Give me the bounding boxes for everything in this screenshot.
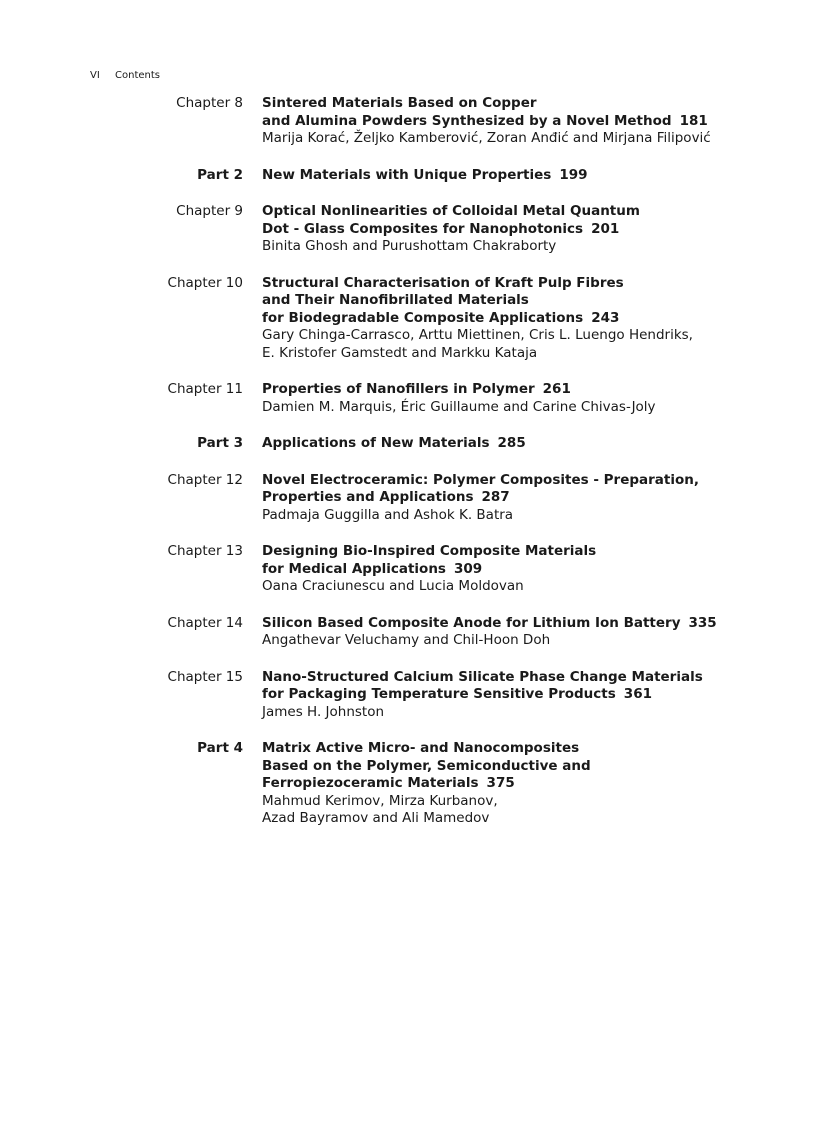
entry-title-line [262,381,712,399]
page-reference: 181 [679,112,708,129]
entry-title-text: New Materials with Unique Properties [262,166,552,183]
entry-authors: Mahmud Kerimov, Mirza Kurbanov, [262,792,498,809]
entry-title-text: Optical Nonlinearities of Colloidal Metal Quantum [262,203,640,219]
entry-title-line [262,113,712,131]
entry-authors: Binita Ghosh and Purushottam Chakraborty [262,238,557,254]
entry-title-text: Sintered Materials Based on Copper [262,95,537,111]
entry-authors: E. Kristofer Gamstedt and Markku Kataja [262,344,538,361]
toc-chapter-entry[interactable] [0,275,816,363]
entry-body [262,614,717,650]
entry-body [262,203,712,256]
entry-title-line [262,292,712,310]
entry-title-line [262,310,712,328]
entry-title-line [262,686,712,704]
entry-title-line [262,221,712,239]
entry-body [262,167,712,185]
page-reference: 243 [591,309,620,326]
entry-title-line [262,472,712,490]
running-head [90,70,160,82]
entry-title-text: Designing Bio-Inspired Composite Materials [262,543,597,559]
entry-body [262,275,712,363]
chapter-label: Chapter 8 [176,95,243,111]
chapter-label: Chapter 13 [167,543,243,559]
chapter-label: Chapter 14 [167,614,243,631]
entry-body [262,669,712,722]
entry-title-text: Matrix Active Micro- and Nanocomposites [262,740,580,756]
toc-chapter-entry[interactable] [0,95,816,148]
entry-title-text: Ferropiezoceramic Materials [262,775,479,791]
table-of-contents [0,95,816,847]
toc-chapter-entry[interactable] [0,615,816,650]
page-reference: 335 [688,614,717,631]
entry-authors: Padmaja Guggilla and Ashok K. Batra [262,506,514,523]
page-reference: 361 [623,686,652,702]
entry-authors: James H. Johnston [262,703,385,720]
entry-title-text: and Alumina Powders Synthesized by a Novel Method [262,112,672,129]
chapter-label: Chapter 10 [167,274,243,291]
page-reference: 287 [481,489,510,505]
entry-title-text: Structural Characterisation of Kraft Pulp Fibres [262,274,624,291]
entry-authors: Marija Korać, Željko Kamberović, Zoran Anđić and Mirjana Filipović [262,130,711,146]
entry-title-text: Based on the Polymer, Semiconductive and [262,757,591,774]
entry-title-text: Applications of New Materials [262,435,490,451]
entry-title-line [262,758,712,776]
page-reference: 309 [453,560,483,577]
entry-title-line [262,775,712,793]
entry-title-line [262,561,712,579]
toc-chapter-entry[interactable] [0,472,816,525]
toc-part-entry[interactable] [0,435,816,453]
entry-title-line [262,489,712,507]
entry-body [262,381,712,416]
page-reference: 199 [559,166,588,183]
entry-title-text: for Medical Applications [262,560,446,577]
entry-title-line [262,203,712,221]
entry-body [262,740,712,828]
entry-title-line [262,543,712,561]
page-reference: 285 [497,435,526,451]
section-title: Contents [115,70,160,81]
toc-part-entry[interactable] [0,167,816,185]
entry-title-text: for Packaging Temperature Sensitive Products [262,686,616,702]
entry-title-line [262,167,712,185]
entry-body [262,435,712,453]
entry-authors: Damien M. Marquis, Éric Guillaume and Carine Chivas-Joly [262,398,656,415]
entry-authors: Oana Craciunescu and Lucia Moldovan [262,578,524,594]
page-reference: 261 [542,381,571,397]
entry-authors: Angathevar Veluchamy and Chil-Hoon Doh [262,632,551,648]
chapter-label: Chapter 11 [167,381,243,397]
chapter-label: Chapter 12 [167,471,243,488]
entry-body [262,472,712,525]
toc-chapter-entry[interactable] [0,669,816,722]
page-number: VI [90,70,100,81]
entry-body [262,543,712,596]
entry-title-text: Silicon Based Composite Anode for Lithium Ion Battery [262,614,681,631]
entry-title-line [262,95,712,113]
part-label: Part 2 [197,166,243,183]
entry-title-line [262,669,712,687]
page-reference: 375 [486,775,515,791]
entry-title-line [262,740,712,758]
part-label: Part 4 [197,740,243,756]
entry-title-text: Properties of Nanofillers in Polymer [262,381,535,397]
entry-authors: Gary Chinga-Carrasco, Arttu Miettinen, Cris L. Luengo Hendriks, [262,327,693,343]
entry-title-line [262,275,712,293]
entry-title-text: for Biodegradable Composite Applications [262,309,584,326]
toc-chapter-entry[interactable] [0,203,816,256]
page-reference: 201 [591,220,620,237]
toc-part-entry[interactable] [0,740,816,828]
entry-body [262,95,712,148]
part-label: Part 3 [197,435,243,451]
entry-authors: Azad Bayramov and Ali Mamedov [262,810,490,826]
toc-chapter-entry[interactable] [0,543,816,596]
chapter-label: Chapter 15 [167,668,243,685]
chapter-label: Chapter 9 [176,203,243,219]
entry-title-text: Properties and Applications [262,489,474,505]
entry-title-line [262,435,712,453]
entry-title-text: Novel Electroceramic: Polymer Composites - Preparation, [262,471,699,488]
toc-chapter-entry[interactable] [0,381,816,416]
entry-title-text: and Their Nanofibrillated Materials [262,292,529,308]
entry-title-text: Nano-Structured Calcium Silicate Phase Change Materials [262,668,703,685]
entry-title-text: Dot - Glass Composites for Nanophotonics [262,220,584,237]
entry-title-line [262,614,717,633]
